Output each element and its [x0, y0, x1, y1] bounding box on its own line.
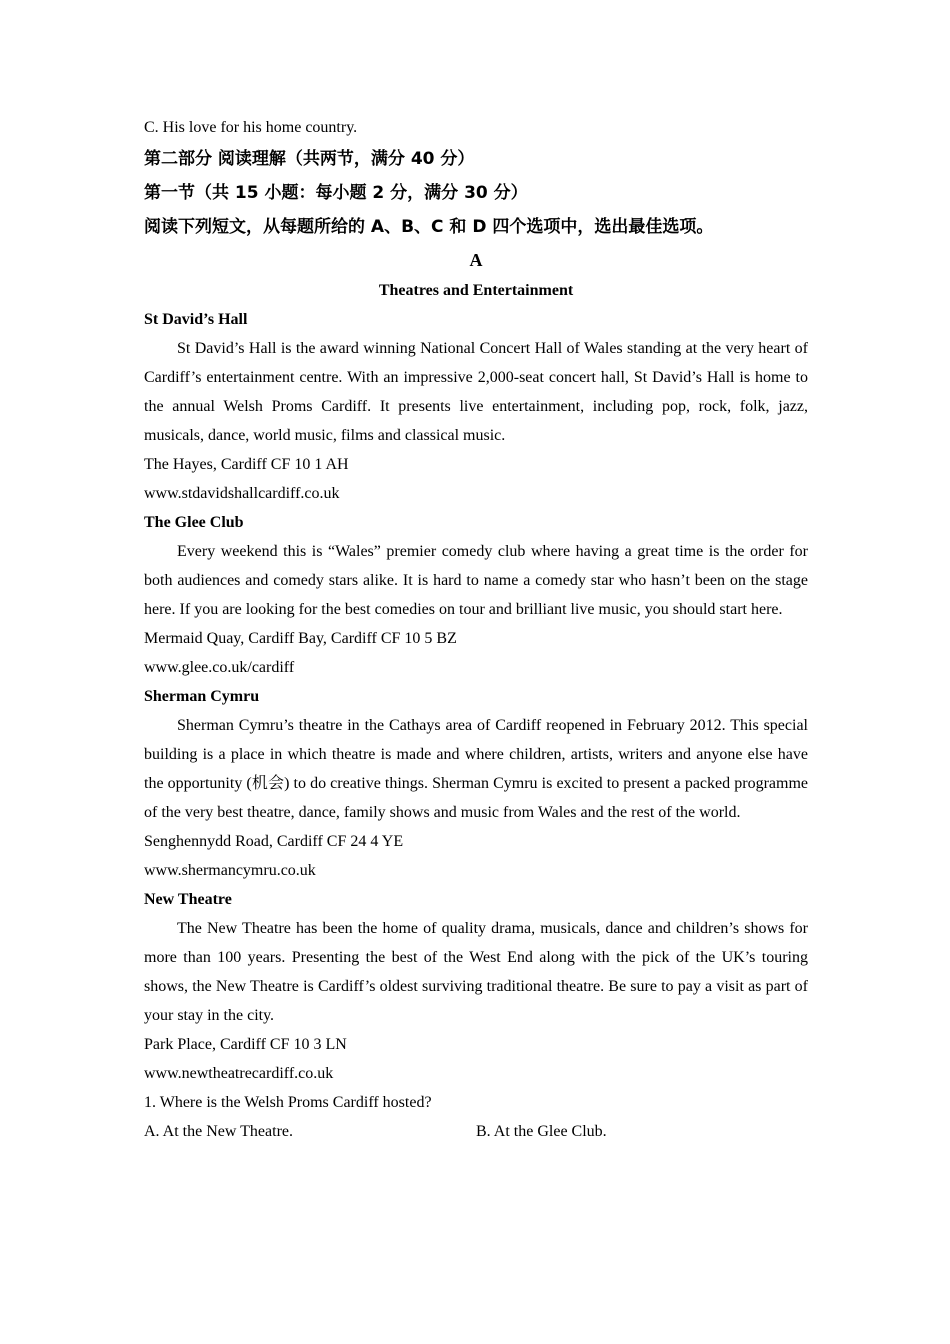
venue-name: Sherman Cymru — [144, 688, 260, 705]
venue-website: www.newtheatrecardiff.co.uk — [144, 1065, 334, 1082]
venue-description: The New Theatre has been the home of quality drama, musicals, dance and children’s shows for more than 100 years. Presenting the best of the West End along with the pick of the UK’s touring shows, the New Theatre is Cardiff’s oldest surviving traditional theatre. Be sure to pay a visit as part of your stay in the city. — [144, 920, 808, 1024]
venue-description: St David’s Hall is the award winning National Concert Hall of Wales standing at the very heart of Cardiff’s entertainment centre. With an impressive 2,000-seat concert hall, St David’s Hall is home to the annual Welsh Proms Cardiff. It presents live entertainment, including pop, rock, folk, jazz, musicals, dance, world music, films and classical music. — [144, 340, 808, 444]
venue-description: Sherman Cymru’s theatre in the Cathays area of Cardiff reopened in February 2012. This special building is a place in which theatre is made and where children, artists, writers and anyone else have the opportunity (机会) to do creative things. Sherman Cymru is excited to present a packed programme of the very best theatre, dance, family shows and music from Wales and the rest of the world. — [144, 717, 808, 821]
passage-title: Theatres and Entertainment — [378, 282, 574, 299]
venue-glee-club — [144, 508, 808, 682]
venue-website: www.shermancymru.co.uk — [144, 862, 316, 879]
venue-website: www.stdavidshallcardiff.co.uk — [144, 485, 340, 502]
venue-address: Mermaid Quay, Cardiff Bay, Cardiff CF 10 5 BZ — [144, 630, 457, 647]
question-1: 1. Where is the Welsh Proms Cardiff hosted? — [144, 1094, 432, 1111]
page-content — [144, 113, 808, 1146]
option-a: A. At the New Theatre. — [144, 1123, 293, 1140]
venue-address: Senghennydd Road, Cardiff CF 24 4 YE — [144, 833, 404, 850]
venue-description: Every weekend this is “Wales” premier comedy club where having a great time is the order for both audiences and comedy stars alike. It is hard to name a comedy star who hasn’t been on the stage here. If you are looking for the best comedies on tour and brilliant live music, you should start here. — [144, 543, 808, 618]
venue-name: New Theatre — [144, 891, 232, 908]
passage-letter: A — [469, 250, 483, 270]
venue-address: The Hayes, Cardiff CF 10 1 AH — [144, 456, 349, 473]
previous-option-c: C. His love for his home country. — [144, 119, 358, 136]
venue-website: www.glee.co.uk/cardiff — [144, 659, 295, 676]
venue-name: The Glee Club — [144, 514, 244, 531]
venue-new-theatre — [144, 885, 808, 1088]
option-b: B. At the Glee Club. — [476, 1123, 607, 1140]
venue-address: Park Place, Cardiff CF 10 3 LN — [144, 1036, 347, 1053]
venue-name: St David’s Hall — [144, 311, 248, 328]
question-1-options — [144, 1117, 808, 1146]
venue-sherman-cymru — [144, 682, 808, 885]
venue-st-davids-hall — [144, 305, 808, 508]
instruction: 阅读下列短文，从每题所给的 A、B、C 和 D 四个选项中，选出最佳选项。 — [144, 217, 714, 237]
part-heading: 第二部分 阅读理解（共两节，满分 40 分） — [144, 149, 475, 169]
section-heading: 第一节（共 15 小题：每小题 2 分，满分 30 分） — [144, 183, 528, 203]
